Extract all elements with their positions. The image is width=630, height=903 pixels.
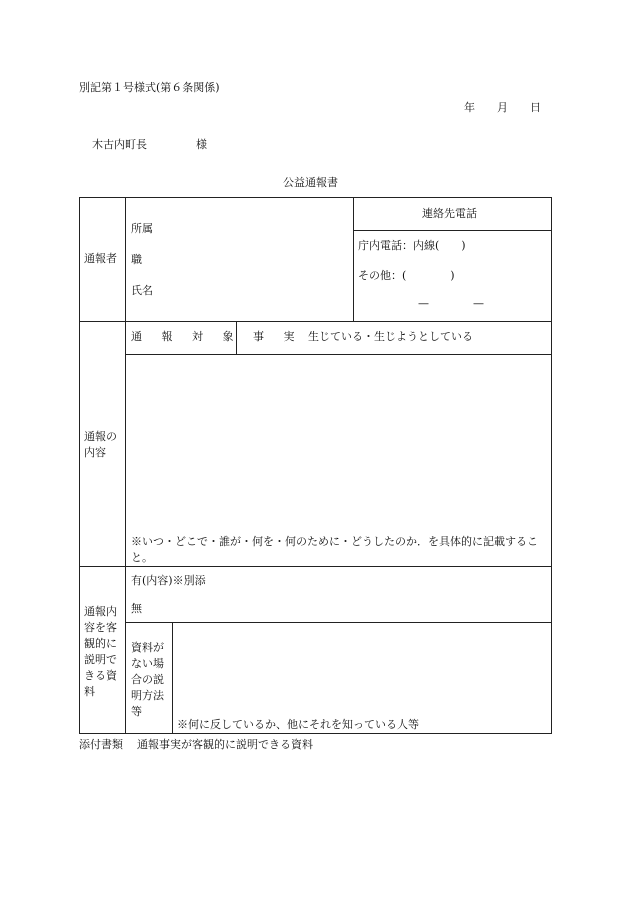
subject-options: 生じている・生じようとしている: [308, 330, 473, 343]
attachment-label: 添付書類: [79, 738, 123, 751]
content-label: 通報の内容: [84, 430, 117, 459]
contact-header: 連絡先電話: [422, 207, 477, 220]
affiliation-label: 所属: [131, 222, 153, 235]
no-doc-label-divider: [172, 622, 173, 734]
evidence-option-no: 無: [131, 602, 142, 615]
evidence-option-yes: 有(内容)※別添: [131, 574, 206, 587]
contact-column-divider: [353, 197, 354, 322]
content-note: ※いつ・どこで・誰が・何を・何のために・どうしたのか．を具体的に記載すること。: [131, 535, 538, 564]
form-number: 別記第１号様式(第６条関係): [79, 81, 220, 94]
subject-row-divider: [125, 354, 552, 355]
row-divider-1: [79, 321, 552, 322]
attachment-value: 通報事実が客観的に説明できる資料: [137, 738, 313, 751]
evidence-label: 通報内容を客観的に説明できる資料: [84, 605, 117, 698]
addressee-name: 木古内町長: [92, 138, 147, 151]
other-phone: その他：( ): [358, 269, 455, 282]
table-border-left: [79, 197, 80, 734]
addressee-honorific: 様: [196, 138, 207, 151]
table-border-bottom: [79, 733, 552, 734]
date-line: 年 月 日: [464, 101, 541, 114]
subject-label: 通 報 対 象 事 実: [131, 330, 303, 343]
position-label: 職: [131, 253, 142, 266]
phone-dashes: — —: [418, 297, 484, 310]
form-title: 公益通報書: [283, 176, 338, 189]
office-phone: 庁内電話：内線( ): [358, 239, 466, 252]
no-doc-label: 資料がない場合の説明方法等: [131, 641, 164, 718]
name-label: 氏名: [131, 284, 153, 297]
no-doc-note: ※何に反しているか、他にそれを知っている人等: [177, 718, 419, 731]
reporter-label: 通報者: [84, 252, 117, 265]
contact-header-divider: [353, 230, 552, 231]
label-column-divider: [125, 197, 126, 734]
evidence-row-divider: [125, 622, 552, 623]
table-border-right: [551, 197, 552, 734]
table-border-top: [79, 197, 552, 198]
row-divider-2: [79, 566, 552, 567]
